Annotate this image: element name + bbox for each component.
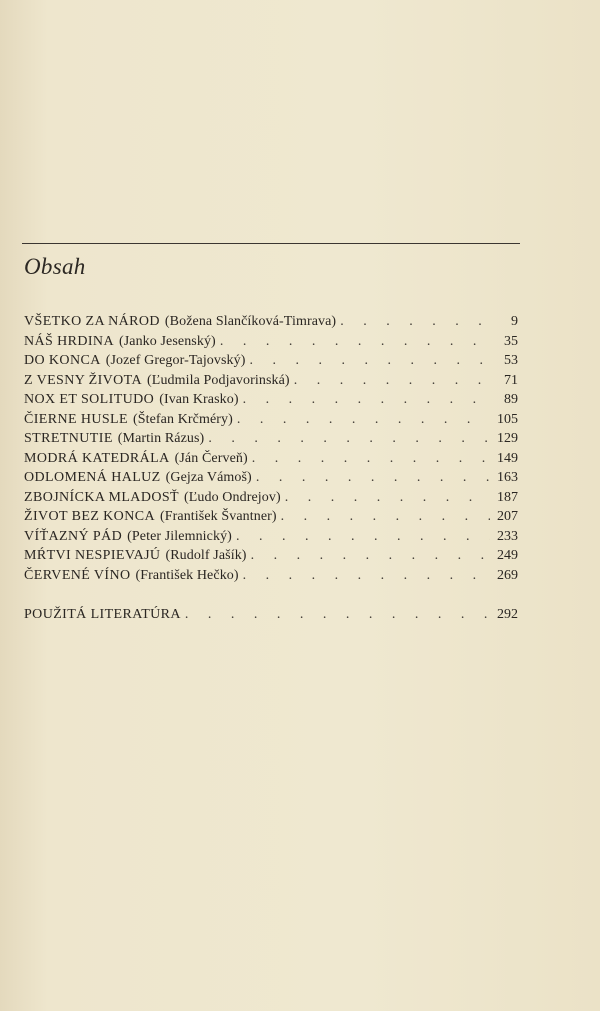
- toc-entry-page: 233: [497, 528, 518, 544]
- toc-entry: [24, 410, 518, 430]
- toc-entry: [24, 546, 518, 566]
- toc-entry: [24, 566, 518, 586]
- toc-entry-page: 129: [497, 431, 518, 446]
- toc-entry-title: VÍŤAZNÝ PÁD: [24, 528, 123, 544]
- toc-entry-page: 249: [497, 548, 518, 563]
- dot-leader: [185, 605, 490, 625]
- toc-entry-title: ODLOMENÁ HALUZ: [24, 470, 161, 485]
- toc-entry-page: 163: [497, 470, 518, 485]
- dot-leader: [281, 507, 490, 527]
- toc-entry-title: Z VESNY ŽIVOTA: [24, 372, 143, 388]
- toc-entry-page: 292: [497, 607, 518, 622]
- dot-leader: [236, 527, 490, 547]
- dot-leader: [256, 468, 490, 488]
- toc-entry-title: ŽIVOT BEZ KONCA: [24, 509, 155, 524]
- toc-entry-page: 187: [497, 489, 518, 505]
- toc-entry-author: (Božena Slančíková-Timrava): [164, 314, 337, 329]
- toc-entry-author: (Martin Rázus): [117, 431, 205, 446]
- dot-leader: [252, 449, 490, 469]
- toc-entry-author: (Ján Červeň): [174, 450, 248, 466]
- toc-entry-page: 149: [497, 450, 518, 466]
- toc-entry-title: VŠETKO ZA NÁROD: [24, 314, 160, 329]
- toc-entry-author: (Jozef Gregor-Tajovský): [105, 353, 246, 368]
- toc-entry-title: NÁŠ HRDINA: [24, 333, 114, 349]
- toc-entry: [24, 488, 518, 508]
- toc-entry: [24, 527, 518, 547]
- toc-entry-author: (Rudolf Jašík): [165, 548, 247, 563]
- page-title: Obsah: [24, 254, 86, 279]
- toc-entry-title: MODRÁ KATEDRÁLA: [24, 450, 170, 466]
- dot-leader: [340, 312, 490, 332]
- toc-entry-author: (Gejza Vámoš): [165, 470, 252, 485]
- toc-entry-title: DO KONCA: [24, 353, 101, 368]
- toc-entry-author: (Ľudo Ondrejov): [183, 489, 281, 505]
- toc-entry-author: (Ľudmila Podjavorinská): [147, 372, 290, 388]
- toc-entry-author: (František Hečko): [135, 567, 239, 583]
- dot-leader: [294, 371, 490, 391]
- toc-entry-author: (Peter Jilemnický): [127, 528, 232, 544]
- dot-leader: [243, 566, 490, 586]
- toc-entry: [24, 351, 518, 371]
- toc-entry-page: 105: [497, 411, 518, 427]
- toc-entry-author: (František Švantner): [159, 509, 277, 524]
- dot-leader: [250, 351, 490, 371]
- dot-leader: [251, 546, 490, 566]
- toc-entry-page: 53: [504, 353, 518, 368]
- toc-entry-page: 89: [504, 392, 518, 407]
- toc-entry: [24, 507, 518, 527]
- toc-entry-page: 9: [511, 314, 518, 329]
- toc-entry-title: NOX ET SOLITUDO: [24, 392, 155, 407]
- toc-entry-page: 269: [497, 567, 518, 583]
- dot-leader: [243, 390, 490, 410]
- toc-entry-author: (Janko Jesenský): [118, 333, 216, 349]
- toc-entry: [24, 449, 518, 469]
- dot-leader: [285, 488, 490, 508]
- dot-leader: [237, 410, 490, 430]
- dot-leader: [208, 429, 490, 449]
- toc-entry-title: ZBOJNÍCKA MLADOSŤ: [24, 489, 179, 505]
- dot-leader: [220, 332, 490, 352]
- toc-entry-literature: [24, 605, 518, 625]
- toc-entry-page: 35: [504, 333, 518, 349]
- toc-entry-author: (Ivan Krasko): [159, 392, 239, 407]
- toc-entry-page: 207: [497, 509, 518, 524]
- toc-entry-title: POUŽITÁ LITERATÚRA: [24, 607, 181, 622]
- toc-entry-title: MŔTVI NESPIEVAJÚ: [24, 548, 161, 563]
- heading-rule: [22, 243, 520, 244]
- toc-entry-author: (Štefan Krčméry): [132, 411, 233, 427]
- toc-entry: [24, 429, 518, 449]
- toc-entry: [24, 312, 518, 332]
- toc-entry-title: STRETNUTIE: [24, 431, 113, 446]
- toc-entry: [24, 468, 518, 488]
- toc-entry-title: ČIERNE HUSLE: [24, 411, 128, 427]
- toc-entry-page: 71: [504, 372, 518, 388]
- toc-entry: [24, 332, 518, 352]
- toc-entry: [24, 371, 518, 391]
- table-of-contents: [24, 312, 518, 585]
- toc-entry: [24, 390, 518, 410]
- toc-entry-title: ČERVENÉ VÍNO: [24, 567, 131, 583]
